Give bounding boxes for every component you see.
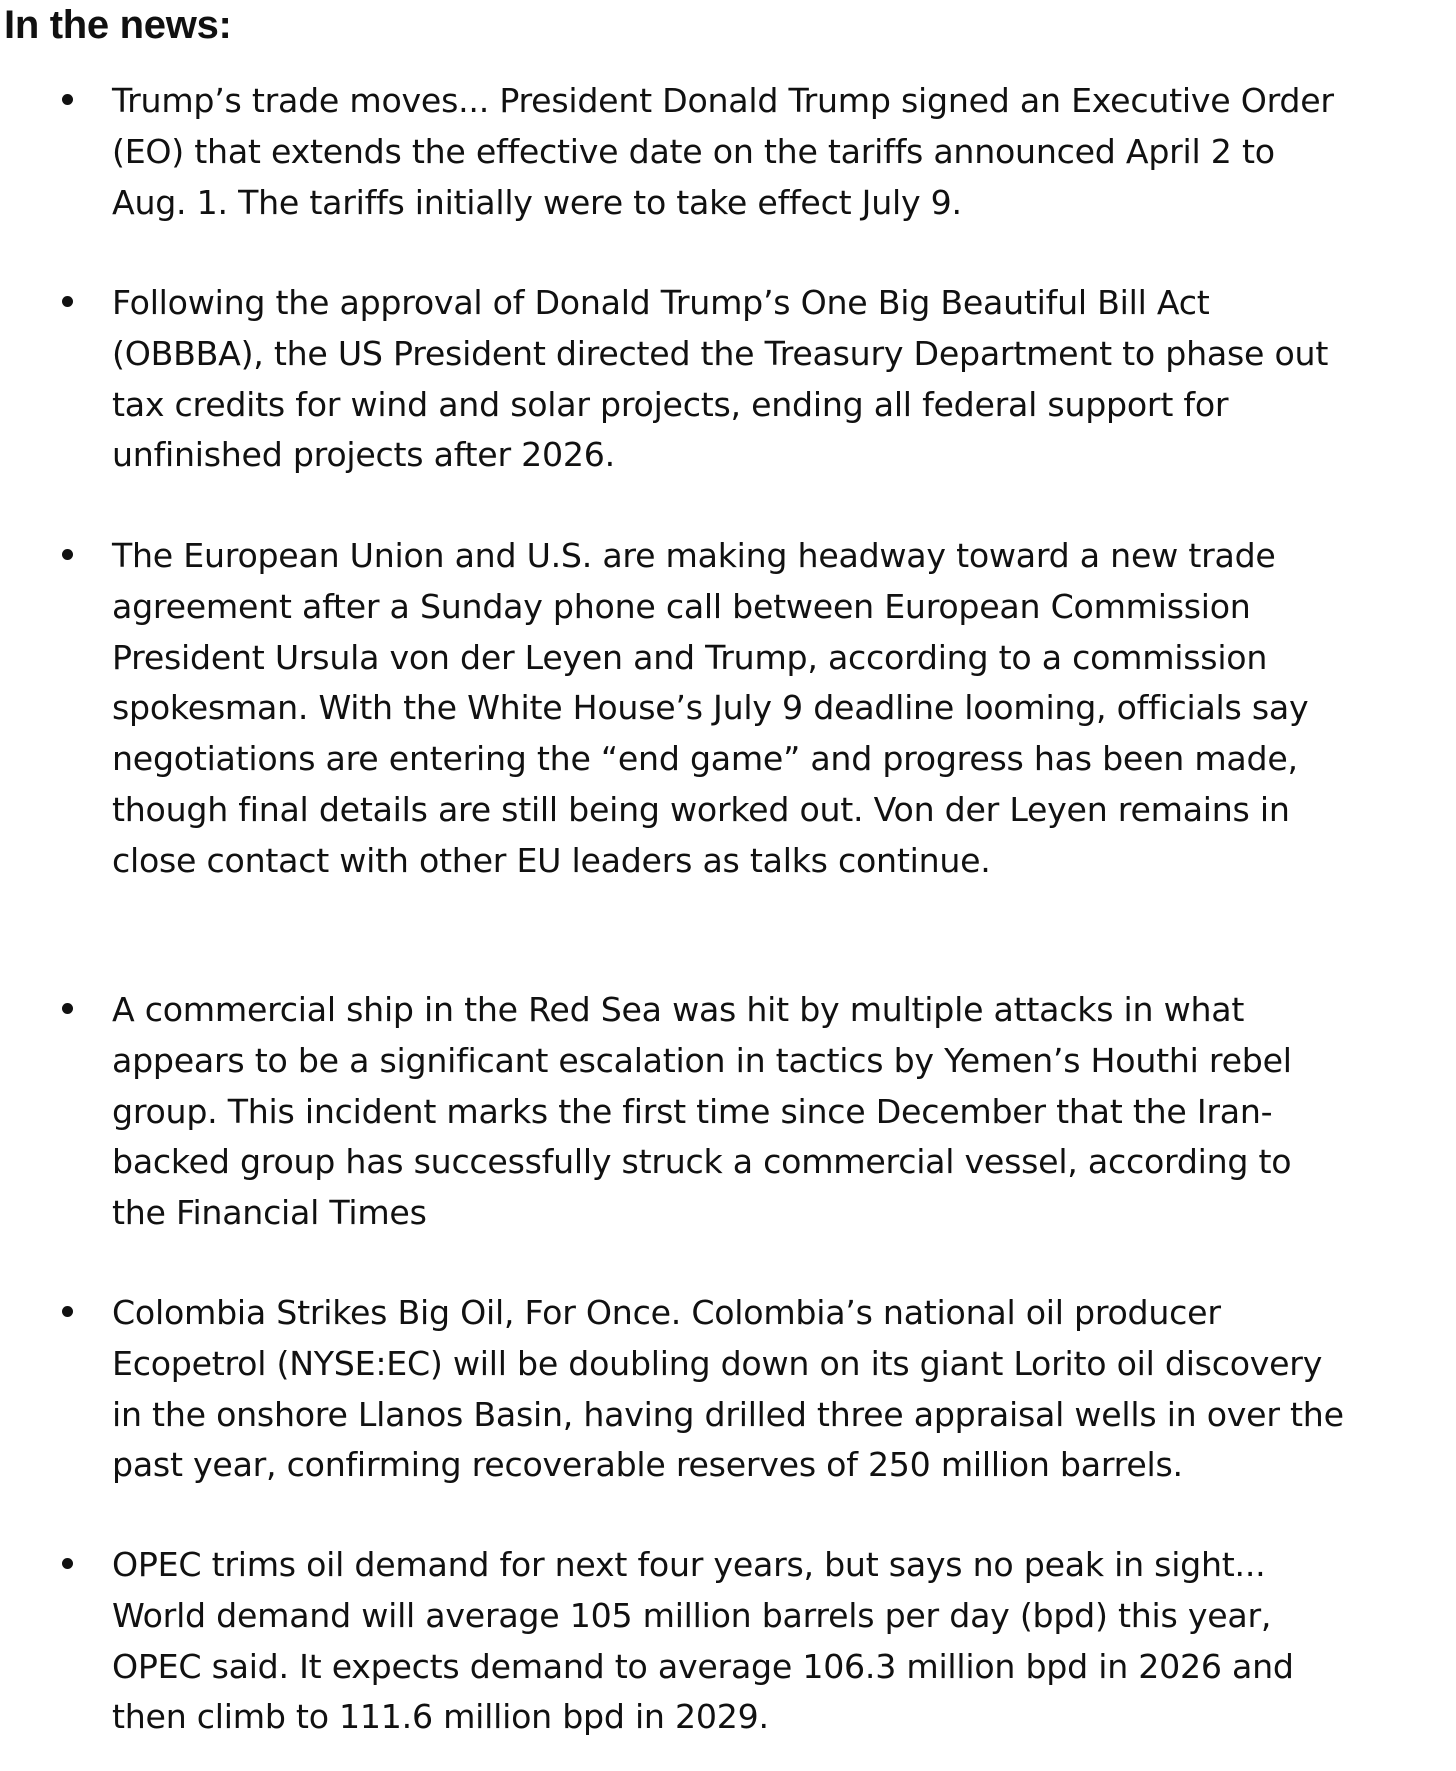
bullet-icon — [62, 1003, 73, 1014]
bullet-icon — [62, 1558, 73, 1569]
news-item-text: Colombia Strikes Big Oil, For Once. Colombia’s national oil producer Ecopetrol (NYSE:EC) will be doubling down on its giant Lorito oil discovery in the onshore Llanos Basin, having drilled three appraisal wells in over the past year, confirming recoverable reserves of 250 million barrels. — [112, 1293, 1344, 1485]
section-heading: In the news: — [4, 3, 232, 47]
bullet-icon — [62, 1306, 73, 1317]
bullet-icon — [62, 296, 73, 307]
news-item-text: The European Union and U.S. are making headway toward a new trade agreement after a Sunday phone call between European Commission President Ursula von der Leyen and Trump, according to a commission spokesman. With the White House’s July 9 deadline looming, officials say negotiations are entering the “end game” and progress has been made, though final details are still being worked out. Von der Leyen remains in close contact with other EU leaders as talks continue. — [112, 536, 1309, 880]
news-item-text: OPEC trims oil demand for next four years, but says no peak in sight... World demand will average 105 million barrels per day (bpd) this year, OPEC said. It expects demand to average 106.3 million bpd in 2026 and then climb to 111.6 million bpd in 2029. — [112, 1545, 1294, 1737]
news-item-text: Following the approval of Donald Trump’s One Big Beautiful Bill Act (OBBBA), the US President directed the Treasury Department to phase out tax credits for wind and solar projects, ending all federal support for unfinished projects after 2026. — [112, 283, 1329, 475]
bullet-icon — [62, 94, 73, 105]
news-item-text: A commercial ship in the Red Sea was hit by multiple attacks in what appears to be a significant escalation in tactics by Yemen’s Houthi rebel group. This incident marks the first time since December that the Iran- backed group has successfully struck a commercial vessel, according to the Financial Times — [112, 990, 1292, 1233]
news-item-text: Trump’s trade moves... President Donald Trump signed an Executive Order (EO) that extends the effective date on the tariffs announced April 2 to Aug. 1. The tariffs initially were to take effect July 9. — [112, 81, 1334, 222]
bullet-icon — [62, 549, 73, 560]
